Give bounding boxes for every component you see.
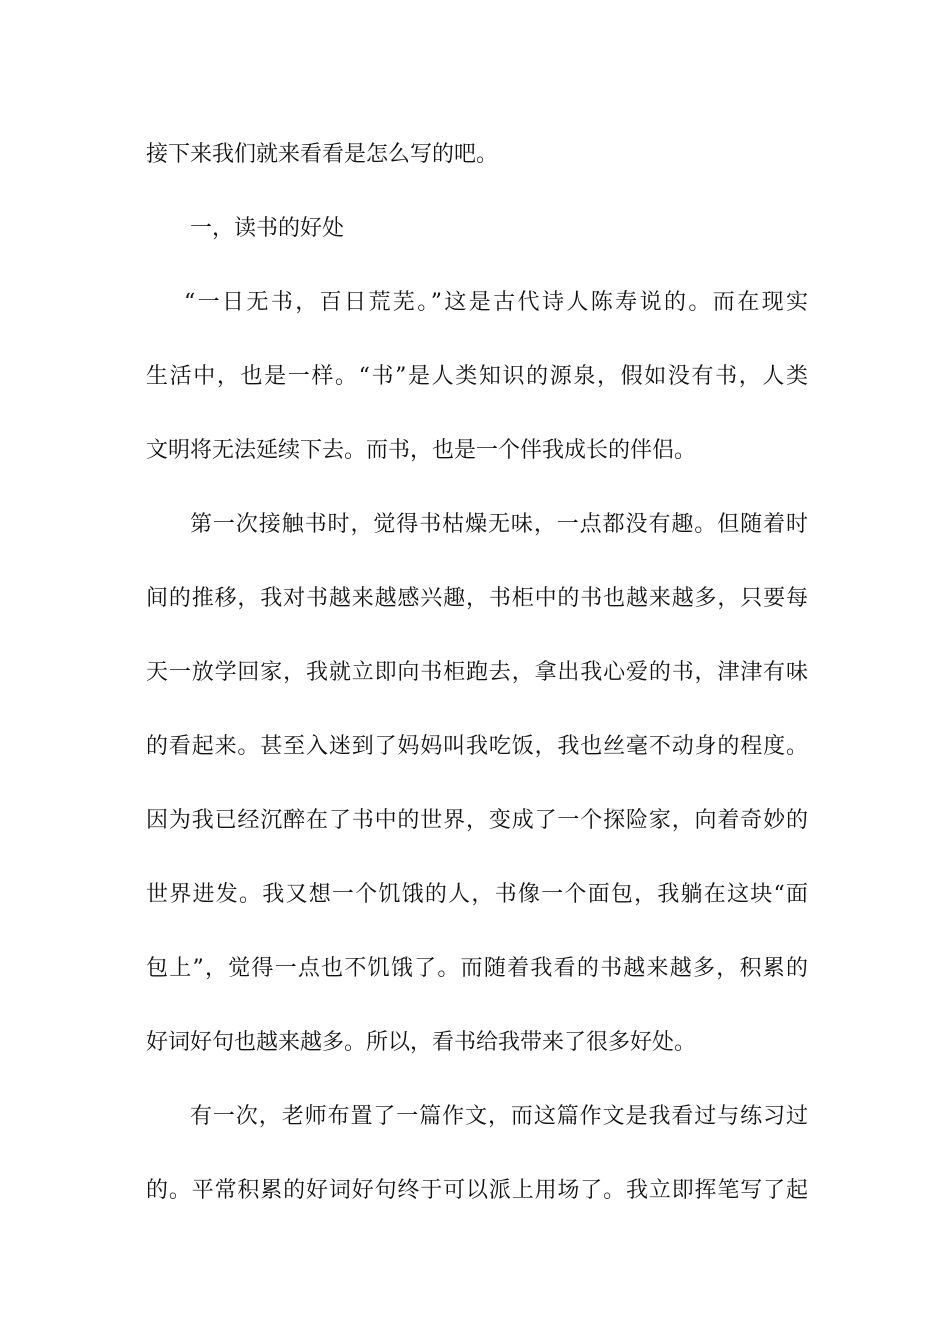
text-line: “一日无书，百日荒芜。”这是古代诗人陈寿说的。而在现实 xyxy=(184,290,808,315)
text-line: 文明将无法延续下去。而书，也是一个伴我成长的伴侣。 xyxy=(146,438,697,463)
text-line: 第一次接触书时，觉得书枯燥无味，一点都没有趣。但随着时 xyxy=(190,512,808,537)
text-line: 好词好句也越来越多。所以，看书给我带来了很多好处。 xyxy=(146,1030,697,1055)
text-line: 接下来我们就来看看是怎么写的吧。 xyxy=(146,142,499,167)
text-line: 的看起来。甚至入迷到了妈妈叫我吃饭，我也丝毫不动身的程度。 xyxy=(146,734,808,759)
text-line: 因为我已经沉醉在了书中的世界，变成了一个探险家，向着奇妙的 xyxy=(146,808,808,833)
text-line: 天一放学回家，我就立即向书柜跑去，拿出我心爱的书，津津有味 xyxy=(146,660,808,685)
text-line: 包上”，觉得一点也不饥饿了。而随着我看的书越来越多，积累的 xyxy=(146,956,808,981)
text-line: 世界进发。我又想一个饥饿的人，书像一个面包，我躺在这块“面 xyxy=(146,882,808,907)
document-body xyxy=(146,128,808,1238)
text-line: 的。平常积累的好词好句终于可以派上用场了。我立即挥笔写了起 xyxy=(146,1178,808,1203)
text-line: 生活中，也是一样。“书”是人类知识的源泉，假如没有书，人类 xyxy=(146,364,808,389)
text-line: 有一次，老师布置了一篇作文，而这篇作文是我看过与练习过 xyxy=(190,1104,808,1129)
text-line: 间的推移，我对书越来越感兴趣，书柜中的书也越来越多，只要每 xyxy=(146,586,808,611)
section-heading: 一，读书的好处 xyxy=(190,216,345,241)
